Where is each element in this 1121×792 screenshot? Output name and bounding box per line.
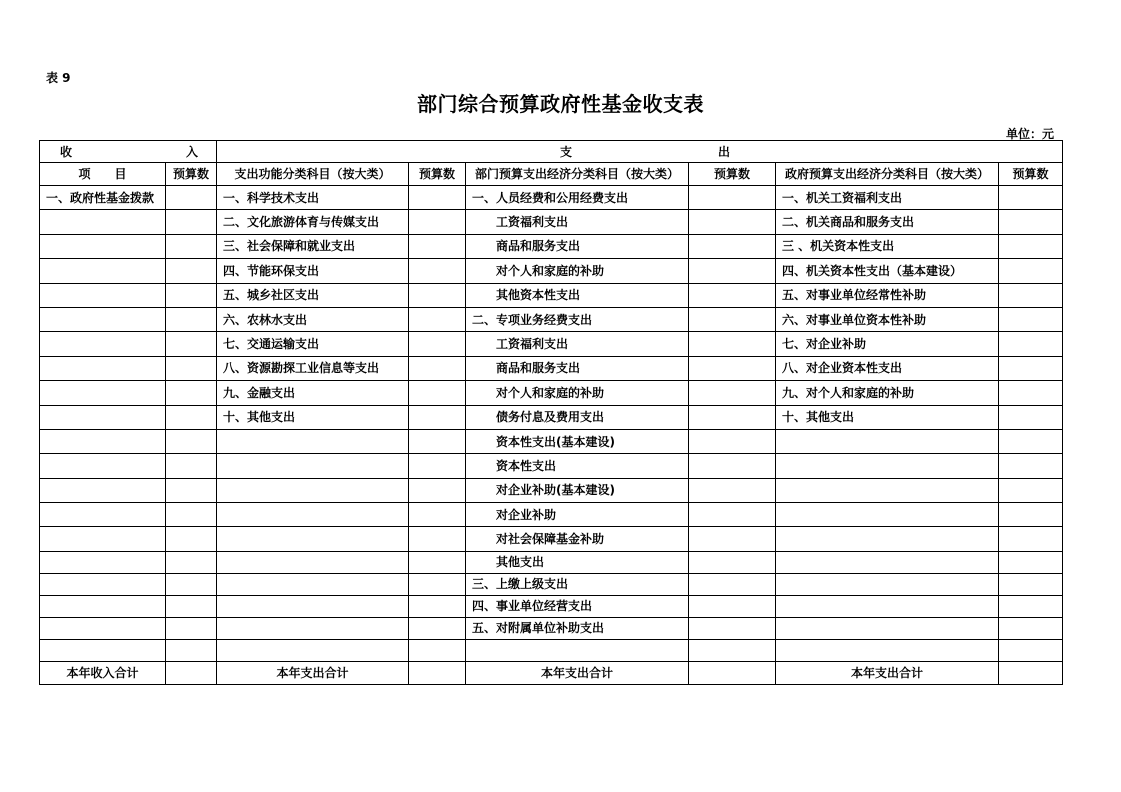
gov-total-label: 本年支出合计 bbox=[776, 661, 999, 684]
func-item bbox=[217, 503, 409, 527]
gov-budget-cell bbox=[999, 186, 1063, 210]
income-item bbox=[40, 617, 166, 639]
income-budget-cell bbox=[166, 551, 217, 573]
table-row bbox=[40, 429, 1063, 453]
budget-table bbox=[39, 140, 1063, 685]
func-item: 九、金融支出 bbox=[217, 381, 409, 405]
gov-item bbox=[776, 573, 999, 595]
income-budget-cell bbox=[166, 381, 217, 405]
dept-budget-cell bbox=[689, 210, 776, 234]
dept-item: 一、人员经费和公用经费支出 bbox=[466, 186, 689, 210]
dept-budget-cell bbox=[689, 234, 776, 258]
table-row bbox=[40, 356, 1063, 380]
func-item: 四、节能环保支出 bbox=[217, 259, 409, 283]
gov-item: 五、对事业单位经常性补助 bbox=[776, 283, 999, 307]
col-budget-header: 预算数 bbox=[689, 163, 776, 186]
func-item bbox=[217, 639, 409, 661]
func-item bbox=[217, 595, 409, 617]
func-budget-cell bbox=[409, 573, 466, 595]
func-total-label: 本年支出合计 bbox=[217, 661, 409, 684]
func-budget-cell bbox=[409, 234, 466, 258]
col-budget-header: 预算数 bbox=[166, 163, 217, 186]
dept-budget-cell bbox=[689, 186, 776, 210]
func-budget-cell bbox=[409, 617, 466, 639]
dept-item: 对企业补助(基本建设) bbox=[466, 478, 689, 502]
gov-item bbox=[776, 595, 999, 617]
income-budget-cell bbox=[166, 617, 217, 639]
func-budget-cell bbox=[409, 595, 466, 617]
dept-budget-cell bbox=[689, 454, 776, 478]
func-item bbox=[217, 429, 409, 453]
income-header-left: 收 bbox=[60, 144, 73, 159]
income-item bbox=[40, 307, 166, 331]
gov-item: 二、机关商品和服务支出 bbox=[776, 210, 999, 234]
func-budget-cell bbox=[409, 307, 466, 331]
gov-item: 六、对事业单位资本性补助 bbox=[776, 307, 999, 331]
dept-item: 对个人和家庭的补助 bbox=[466, 259, 689, 283]
income-total-label: 本年收入合计 bbox=[40, 661, 166, 684]
gov-budget-cell bbox=[999, 429, 1063, 453]
dept-item: 对社会保障基金补助 bbox=[466, 527, 689, 551]
func-item bbox=[217, 527, 409, 551]
income-total-cell bbox=[166, 661, 217, 684]
col-item-header: 项 目 bbox=[40, 163, 166, 186]
income-item bbox=[40, 405, 166, 429]
table-row bbox=[40, 595, 1063, 617]
gov-budget-cell bbox=[999, 639, 1063, 661]
unit-label: 单位：元 bbox=[1005, 127, 1054, 141]
dept-budget-cell bbox=[689, 639, 776, 661]
func-budget-cell bbox=[409, 454, 466, 478]
func-item bbox=[217, 478, 409, 502]
dept-budget-cell bbox=[689, 259, 776, 283]
func-budget-cell bbox=[409, 332, 466, 356]
income-budget-cell bbox=[166, 573, 217, 595]
table-row bbox=[40, 454, 1063, 478]
gov-budget-cell bbox=[999, 283, 1063, 307]
gov-budget-cell bbox=[999, 234, 1063, 258]
col-budget-header: 预算数 bbox=[999, 163, 1063, 186]
gov-budget-cell bbox=[999, 307, 1063, 331]
gov-item: 八、对企业资本性支出 bbox=[776, 356, 999, 380]
dept-budget-cell bbox=[689, 527, 776, 551]
table-row bbox=[40, 478, 1063, 502]
dept-budget-cell bbox=[689, 429, 776, 453]
dept-item: 资本性支出(基本建设) bbox=[466, 429, 689, 453]
gov-budget-cell bbox=[999, 332, 1063, 356]
dept-item: 商品和服务支出 bbox=[466, 234, 689, 258]
dept-item: 二、专项业务经费支出 bbox=[466, 307, 689, 331]
table-number: 表 9 bbox=[46, 71, 71, 85]
income-budget-cell bbox=[166, 454, 217, 478]
dept-item: 工资福利支出 bbox=[466, 332, 689, 356]
income-budget-cell bbox=[166, 595, 217, 617]
dept-budget-cell bbox=[689, 595, 776, 617]
gov-item: 十、其他支出 bbox=[776, 405, 999, 429]
col-func-header: 支出功能分类科目（按大类） bbox=[217, 163, 409, 186]
gov-budget-cell bbox=[999, 210, 1063, 234]
func-budget-cell bbox=[409, 283, 466, 307]
func-item: 七、交通运输支出 bbox=[217, 332, 409, 356]
gov-item bbox=[776, 639, 999, 661]
table-row bbox=[40, 527, 1063, 551]
table-row bbox=[40, 234, 1063, 258]
func-budget-cell bbox=[409, 478, 466, 502]
income-item bbox=[40, 429, 166, 453]
gov-budget-cell bbox=[999, 405, 1063, 429]
dept-item: 三、上缴上级支出 bbox=[466, 573, 689, 595]
income-item bbox=[40, 234, 166, 258]
income-budget-cell bbox=[166, 234, 217, 258]
income-budget-cell bbox=[166, 210, 217, 234]
table-row bbox=[40, 283, 1063, 307]
income-budget-cell bbox=[166, 186, 217, 210]
expense-header-left: 支 bbox=[560, 144, 573, 159]
dept-item: 对企业补助 bbox=[466, 503, 689, 527]
dept-item: 债务付息及费用支出 bbox=[466, 405, 689, 429]
income-budget-cell bbox=[166, 429, 217, 453]
func-budget-cell bbox=[409, 259, 466, 283]
expense-header-right: 出 bbox=[718, 144, 731, 159]
func-item: 二、文化旅游体育与传媒支出 bbox=[217, 210, 409, 234]
header-row-1 bbox=[40, 141, 1063, 163]
gov-item bbox=[776, 454, 999, 478]
col-dept-econ-header: 部门预算支出经济分类科目（按大类） bbox=[466, 163, 689, 186]
table-row bbox=[40, 307, 1063, 331]
func-budget-cell bbox=[409, 210, 466, 234]
dept-budget-cell bbox=[689, 381, 776, 405]
income-budget-cell bbox=[166, 639, 217, 661]
expense-header bbox=[217, 141, 1063, 163]
func-budget-cell bbox=[409, 639, 466, 661]
func-item: 六、农林水支出 bbox=[217, 307, 409, 331]
func-item: 八、资源勘探工业信息等支出 bbox=[217, 356, 409, 380]
func-budget-cell bbox=[409, 429, 466, 453]
income-item bbox=[40, 595, 166, 617]
dept-item: 商品和服务支出 bbox=[466, 356, 689, 380]
gov-budget-cell bbox=[999, 259, 1063, 283]
document-title: 部门综合预算政府性基金收支表 bbox=[417, 92, 704, 116]
func-item bbox=[217, 573, 409, 595]
table-row bbox=[40, 210, 1063, 234]
header-row-2 bbox=[40, 163, 1063, 186]
income-budget-cell bbox=[166, 283, 217, 307]
dept-budget-cell bbox=[689, 617, 776, 639]
dept-budget-cell bbox=[689, 307, 776, 331]
dept-item: 资本性支出 bbox=[466, 454, 689, 478]
totals-row bbox=[40, 661, 1063, 684]
table-row bbox=[40, 405, 1063, 429]
gov-budget-cell bbox=[999, 381, 1063, 405]
func-item: 三、社会保障和就业支出 bbox=[217, 234, 409, 258]
func-item: 五、城乡社区支出 bbox=[217, 283, 409, 307]
income-item bbox=[40, 639, 166, 661]
gov-item bbox=[776, 551, 999, 573]
table-row bbox=[40, 617, 1063, 639]
dept-total-label: 本年支出合计 bbox=[466, 661, 689, 684]
dept-item: 五、对附属单位补助支出 bbox=[466, 617, 689, 639]
dept-item: 四、事业单位经营支出 bbox=[466, 595, 689, 617]
gov-total-cell bbox=[999, 661, 1063, 684]
gov-budget-cell bbox=[999, 356, 1063, 380]
gov-item: 九、对个人和家庭的补助 bbox=[776, 381, 999, 405]
dept-item bbox=[466, 639, 689, 661]
income-item bbox=[40, 551, 166, 573]
dept-budget-cell bbox=[689, 332, 776, 356]
col-gov-econ-header: 政府预算支出经济分类科目（按大类） bbox=[776, 163, 999, 186]
func-item: 一、科学技术支出 bbox=[217, 186, 409, 210]
table-row bbox=[40, 503, 1063, 527]
dept-budget-cell bbox=[689, 551, 776, 573]
dept-budget-cell bbox=[689, 503, 776, 527]
income-header-right: 入 bbox=[185, 144, 198, 159]
func-budget-cell bbox=[409, 405, 466, 429]
gov-item bbox=[776, 617, 999, 639]
income-item bbox=[40, 259, 166, 283]
gov-item: 三 、机关资本性支出 bbox=[776, 234, 999, 258]
table-row bbox=[40, 259, 1063, 283]
func-budget-cell bbox=[409, 551, 466, 573]
gov-item: 一、机关工资福利支出 bbox=[776, 186, 999, 210]
func-budget-cell bbox=[409, 381, 466, 405]
income-item bbox=[40, 210, 166, 234]
table-row bbox=[40, 186, 1063, 210]
income-item bbox=[40, 503, 166, 527]
income-item bbox=[40, 527, 166, 551]
income-budget-cell bbox=[166, 332, 217, 356]
dept-budget-cell bbox=[689, 573, 776, 595]
table-row bbox=[40, 381, 1063, 405]
income-budget-cell bbox=[166, 527, 217, 551]
dept-item: 工资福利支出 bbox=[466, 210, 689, 234]
gov-budget-cell bbox=[999, 527, 1063, 551]
gov-budget-cell bbox=[999, 595, 1063, 617]
dept-item: 其他资本性支出 bbox=[466, 283, 689, 307]
func-item bbox=[217, 454, 409, 478]
gov-item bbox=[776, 478, 999, 502]
func-item bbox=[217, 617, 409, 639]
income-header bbox=[40, 141, 217, 163]
dept-total-cell bbox=[689, 661, 776, 684]
dept-budget-cell bbox=[689, 356, 776, 380]
table-row bbox=[40, 573, 1063, 595]
income-budget-cell bbox=[166, 478, 217, 502]
income-item bbox=[40, 356, 166, 380]
table-row bbox=[40, 639, 1063, 661]
dept-budget-cell bbox=[689, 405, 776, 429]
gov-budget-cell bbox=[999, 573, 1063, 595]
func-budget-cell bbox=[409, 527, 466, 551]
income-budget-cell bbox=[166, 307, 217, 331]
income-budget-cell bbox=[166, 405, 217, 429]
income-budget-cell bbox=[166, 356, 217, 380]
income-item bbox=[40, 478, 166, 502]
income-item bbox=[40, 573, 166, 595]
dept-item: 对个人和家庭的补助 bbox=[466, 381, 689, 405]
gov-budget-cell bbox=[999, 551, 1063, 573]
dept-budget-cell bbox=[689, 478, 776, 502]
income-item bbox=[40, 332, 166, 356]
dept-budget-cell bbox=[689, 283, 776, 307]
table-row bbox=[40, 332, 1063, 356]
income-item bbox=[40, 454, 166, 478]
col-budget-header: 预算数 bbox=[409, 163, 466, 186]
gov-item bbox=[776, 503, 999, 527]
func-item bbox=[217, 551, 409, 573]
gov-budget-cell bbox=[999, 503, 1063, 527]
income-budget-cell bbox=[166, 503, 217, 527]
dept-item: 其他支出 bbox=[466, 551, 689, 573]
func-item: 十、其他支出 bbox=[217, 405, 409, 429]
func-budget-cell bbox=[409, 186, 466, 210]
gov-budget-cell bbox=[999, 454, 1063, 478]
func-budget-cell bbox=[409, 503, 466, 527]
income-item: 一、政府性基金拨款 bbox=[40, 186, 166, 210]
table-row bbox=[40, 551, 1063, 573]
func-budget-cell bbox=[409, 356, 466, 380]
gov-budget-cell bbox=[999, 617, 1063, 639]
income-item bbox=[40, 381, 166, 405]
func-total-cell bbox=[409, 661, 466, 684]
gov-item bbox=[776, 429, 999, 453]
income-budget-cell bbox=[166, 259, 217, 283]
income-item bbox=[40, 283, 166, 307]
gov-item: 四、机关资本性支出（基本建设） bbox=[776, 259, 999, 283]
gov-item: 七、对企业补助 bbox=[776, 332, 999, 356]
gov-budget-cell bbox=[999, 478, 1063, 502]
gov-item bbox=[776, 527, 999, 551]
